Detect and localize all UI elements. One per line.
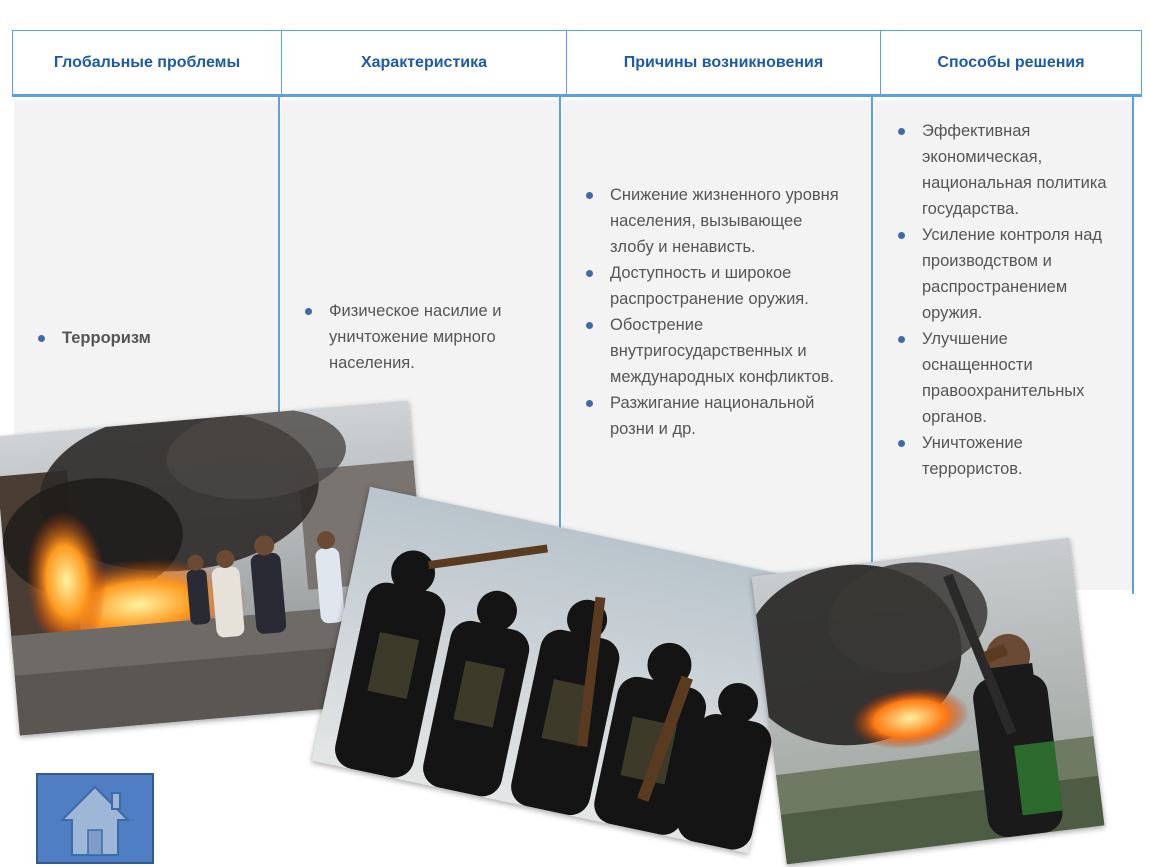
cause-item: Разжигание национальной розни и др. [582, 390, 842, 442]
header-global-problems: Глобальные проблемы [53, 54, 241, 71]
header-characteristic: Характеристика [360, 54, 488, 71]
home-button[interactable] [36, 773, 154, 864]
solution-item: Уничтожение террористов. [894, 430, 1114, 482]
table-header-row [12, 30, 1142, 96]
header-underline [12, 94, 1142, 97]
cell-solutions [874, 100, 1132, 590]
solution-item: Эффективная экономическая, национальная политика государства. [894, 118, 1114, 222]
photo-fighter-smoke [752, 538, 1105, 865]
column-divider [1132, 97, 1134, 594]
header-causes: Причины возникновения [623, 54, 824, 71]
solution-item: Усиление контроля над производством и распространением оружия. [894, 222, 1114, 326]
header-solutions: Способы решения [937, 54, 1085, 71]
characteristic-item: Физическое насилие и уничтожение мирного населения. [301, 298, 541, 376]
solution-item: Улучшение оснащенности правоохранительных органов. [894, 326, 1114, 430]
home-icon [38, 775, 152, 862]
cause-item: Обострение внутригосударственных и международных конфликтов. [582, 312, 842, 390]
cause-item: Доступность и широкое распространение оружия. [582, 260, 842, 312]
problem-item: Терроризм [34, 325, 151, 351]
column-divider [559, 97, 561, 594]
column-divider [871, 97, 873, 594]
cause-item: Снижение жизненного уровня населения, вызывающее злобу и ненависть. [582, 182, 842, 260]
cell-causes [562, 100, 871, 590]
